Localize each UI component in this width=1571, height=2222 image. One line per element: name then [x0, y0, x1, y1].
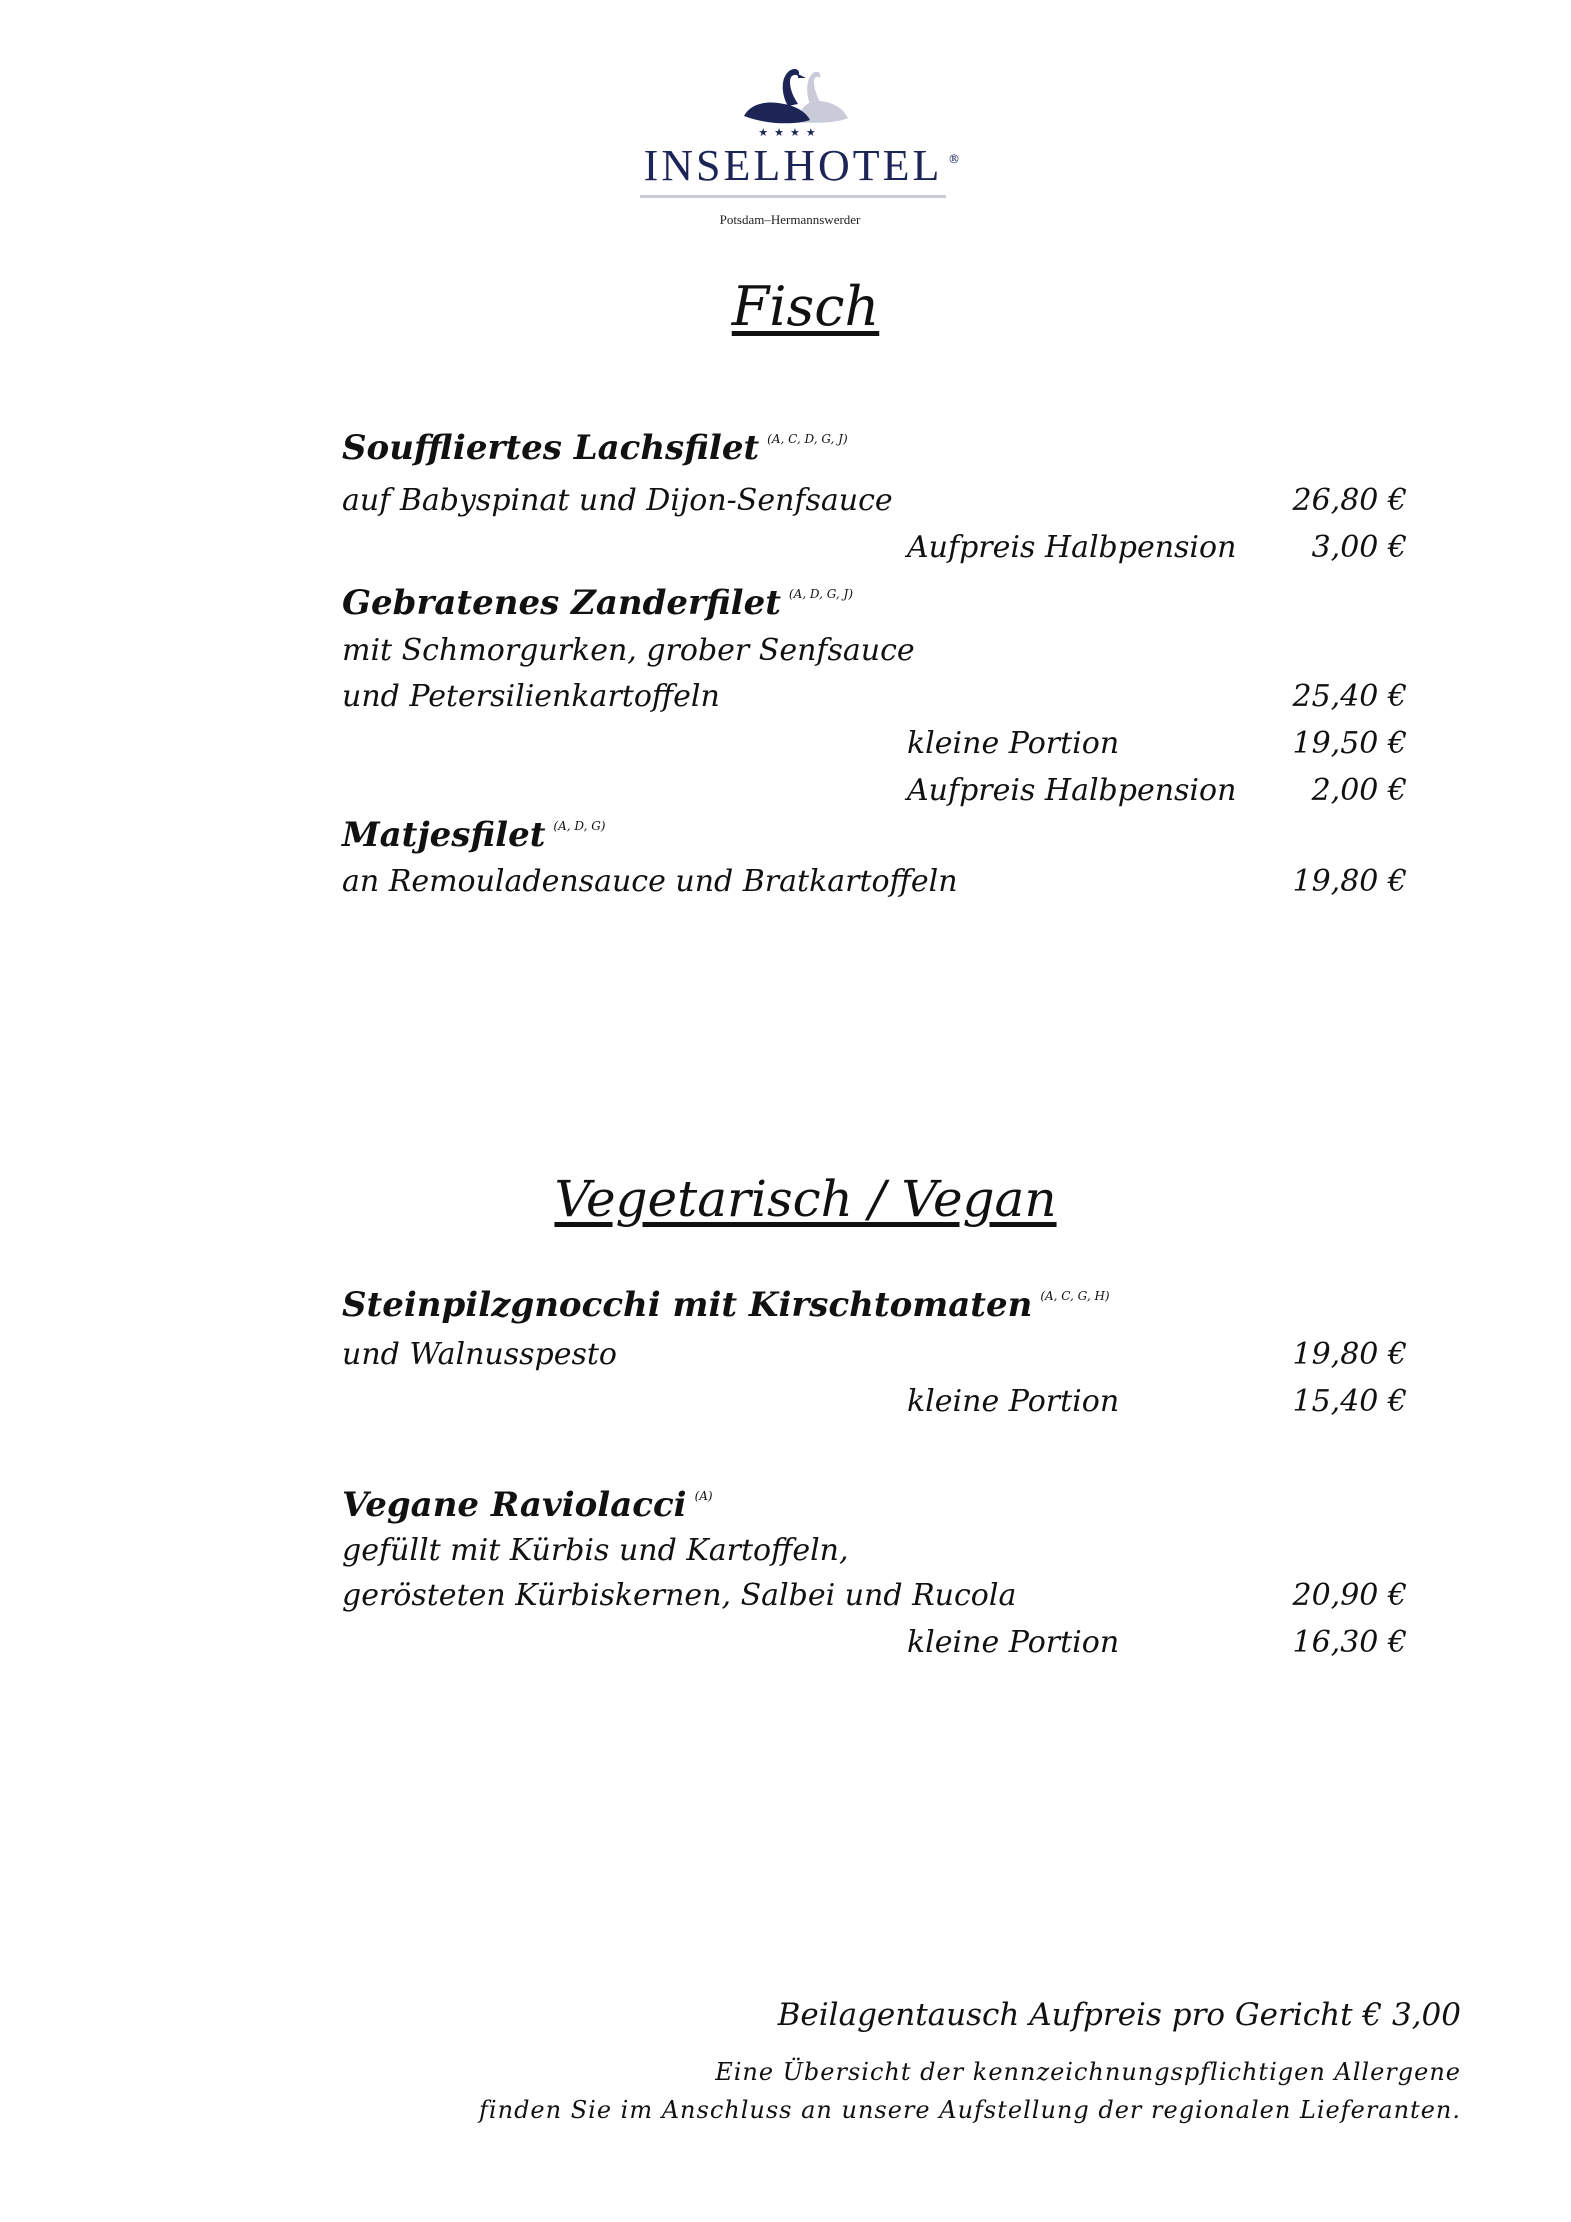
- allergen-note-line-2: finden Sie im Anschluss an unsere Aufstellung der regionalen Lieferanten.: [479, 2096, 1461, 2124]
- dish-price: 25,40 €: [1292, 679, 1407, 714]
- swan-logo-icon: [740, 64, 850, 126]
- section-title-vegetarisch: Vegetarisch / Vegan: [554, 1170, 1057, 1228]
- dish-name: [342, 1285, 1110, 1325]
- dish-description: auf Babyspinat und Dijon-Senfsauce: [342, 483, 893, 518]
- dish-description: und Petersilienkartoffeln: [342, 679, 720, 714]
- small-portion-price: 16,30 €: [1292, 1625, 1407, 1660]
- dish-description: und Walnusspesto: [342, 1337, 617, 1372]
- dish-title: Steinpilzgnocchi mit Kirschtomaten: [342, 1285, 1033, 1325]
- dish-title: Vegane Raviolacci: [342, 1485, 687, 1525]
- side-swap-note: Beilagentausch Aufpreis pro Gericht € 3,00: [777, 1997, 1461, 2033]
- small-portion-price: 15,40 €: [1292, 1384, 1407, 1419]
- dish-price: 20,90 €: [1292, 1578, 1407, 1613]
- allergen-note-line-1: Eine Übersicht der kennzeichnungspflichtigen Allergene: [715, 2058, 1461, 2086]
- dish-description: mit Schmorgurken, grober Senfsauce: [342, 633, 915, 668]
- allergen-codes: (A, D, G, J): [788, 587, 853, 601]
- dish-name: [342, 815, 606, 855]
- dish-title: Matjesfilet: [342, 815, 546, 855]
- allergen-codes: (A): [694, 1489, 713, 1503]
- allergen-codes: (A, C, D, G, J): [767, 432, 848, 446]
- surcharge-label: Aufpreis Halbpension: [907, 530, 1237, 565]
- dish-description: an Remouladensauce und Bratkartoffeln: [342, 864, 958, 899]
- dish-title: Souffliertes Lachsfilet: [342, 428, 760, 468]
- dish-description: gerösteten Kürbiskernen, Salbei und Rucola: [342, 1578, 1017, 1613]
- small-portion-label: kleine Portion: [907, 726, 1120, 761]
- surcharge-label: Aufpreis Halbpension: [907, 773, 1237, 808]
- surcharge-price: 2,00 €: [1311, 773, 1407, 808]
- hotel-logo: [610, 60, 970, 240]
- dish-description: gefüllt mit Kürbis und Kartoffeln,: [342, 1533, 849, 1568]
- allergen-codes: (A, C, G, H): [1040, 1289, 1110, 1303]
- small-portion-label: kleine Portion: [907, 1384, 1120, 1419]
- small-portion-label: kleine Portion: [907, 1625, 1120, 1660]
- registered-mark: ®: [948, 152, 960, 166]
- dish-price: 19,80 €: [1292, 864, 1407, 899]
- hotel-stars: ★★★★: [758, 126, 822, 139]
- dish-name: [342, 1485, 713, 1525]
- dish-price: 19,80 €: [1292, 1337, 1407, 1372]
- dish-price: 26,80 €: [1292, 483, 1407, 518]
- hotel-location: Potsdam–Hermannswerder: [719, 212, 861, 227]
- section-title-fisch: Fisch: [731, 275, 880, 338]
- small-portion-price: 19,50 €: [1292, 726, 1407, 761]
- dish-name: [342, 428, 848, 468]
- hotel-name: INSELHOTEL: [640, 140, 946, 198]
- surcharge-price: 3,00 €: [1311, 530, 1407, 565]
- dish-name: [342, 583, 853, 623]
- allergen-codes: (A, D, G): [553, 819, 606, 833]
- dish-title: Gebratenes Zanderfilet: [342, 583, 781, 623]
